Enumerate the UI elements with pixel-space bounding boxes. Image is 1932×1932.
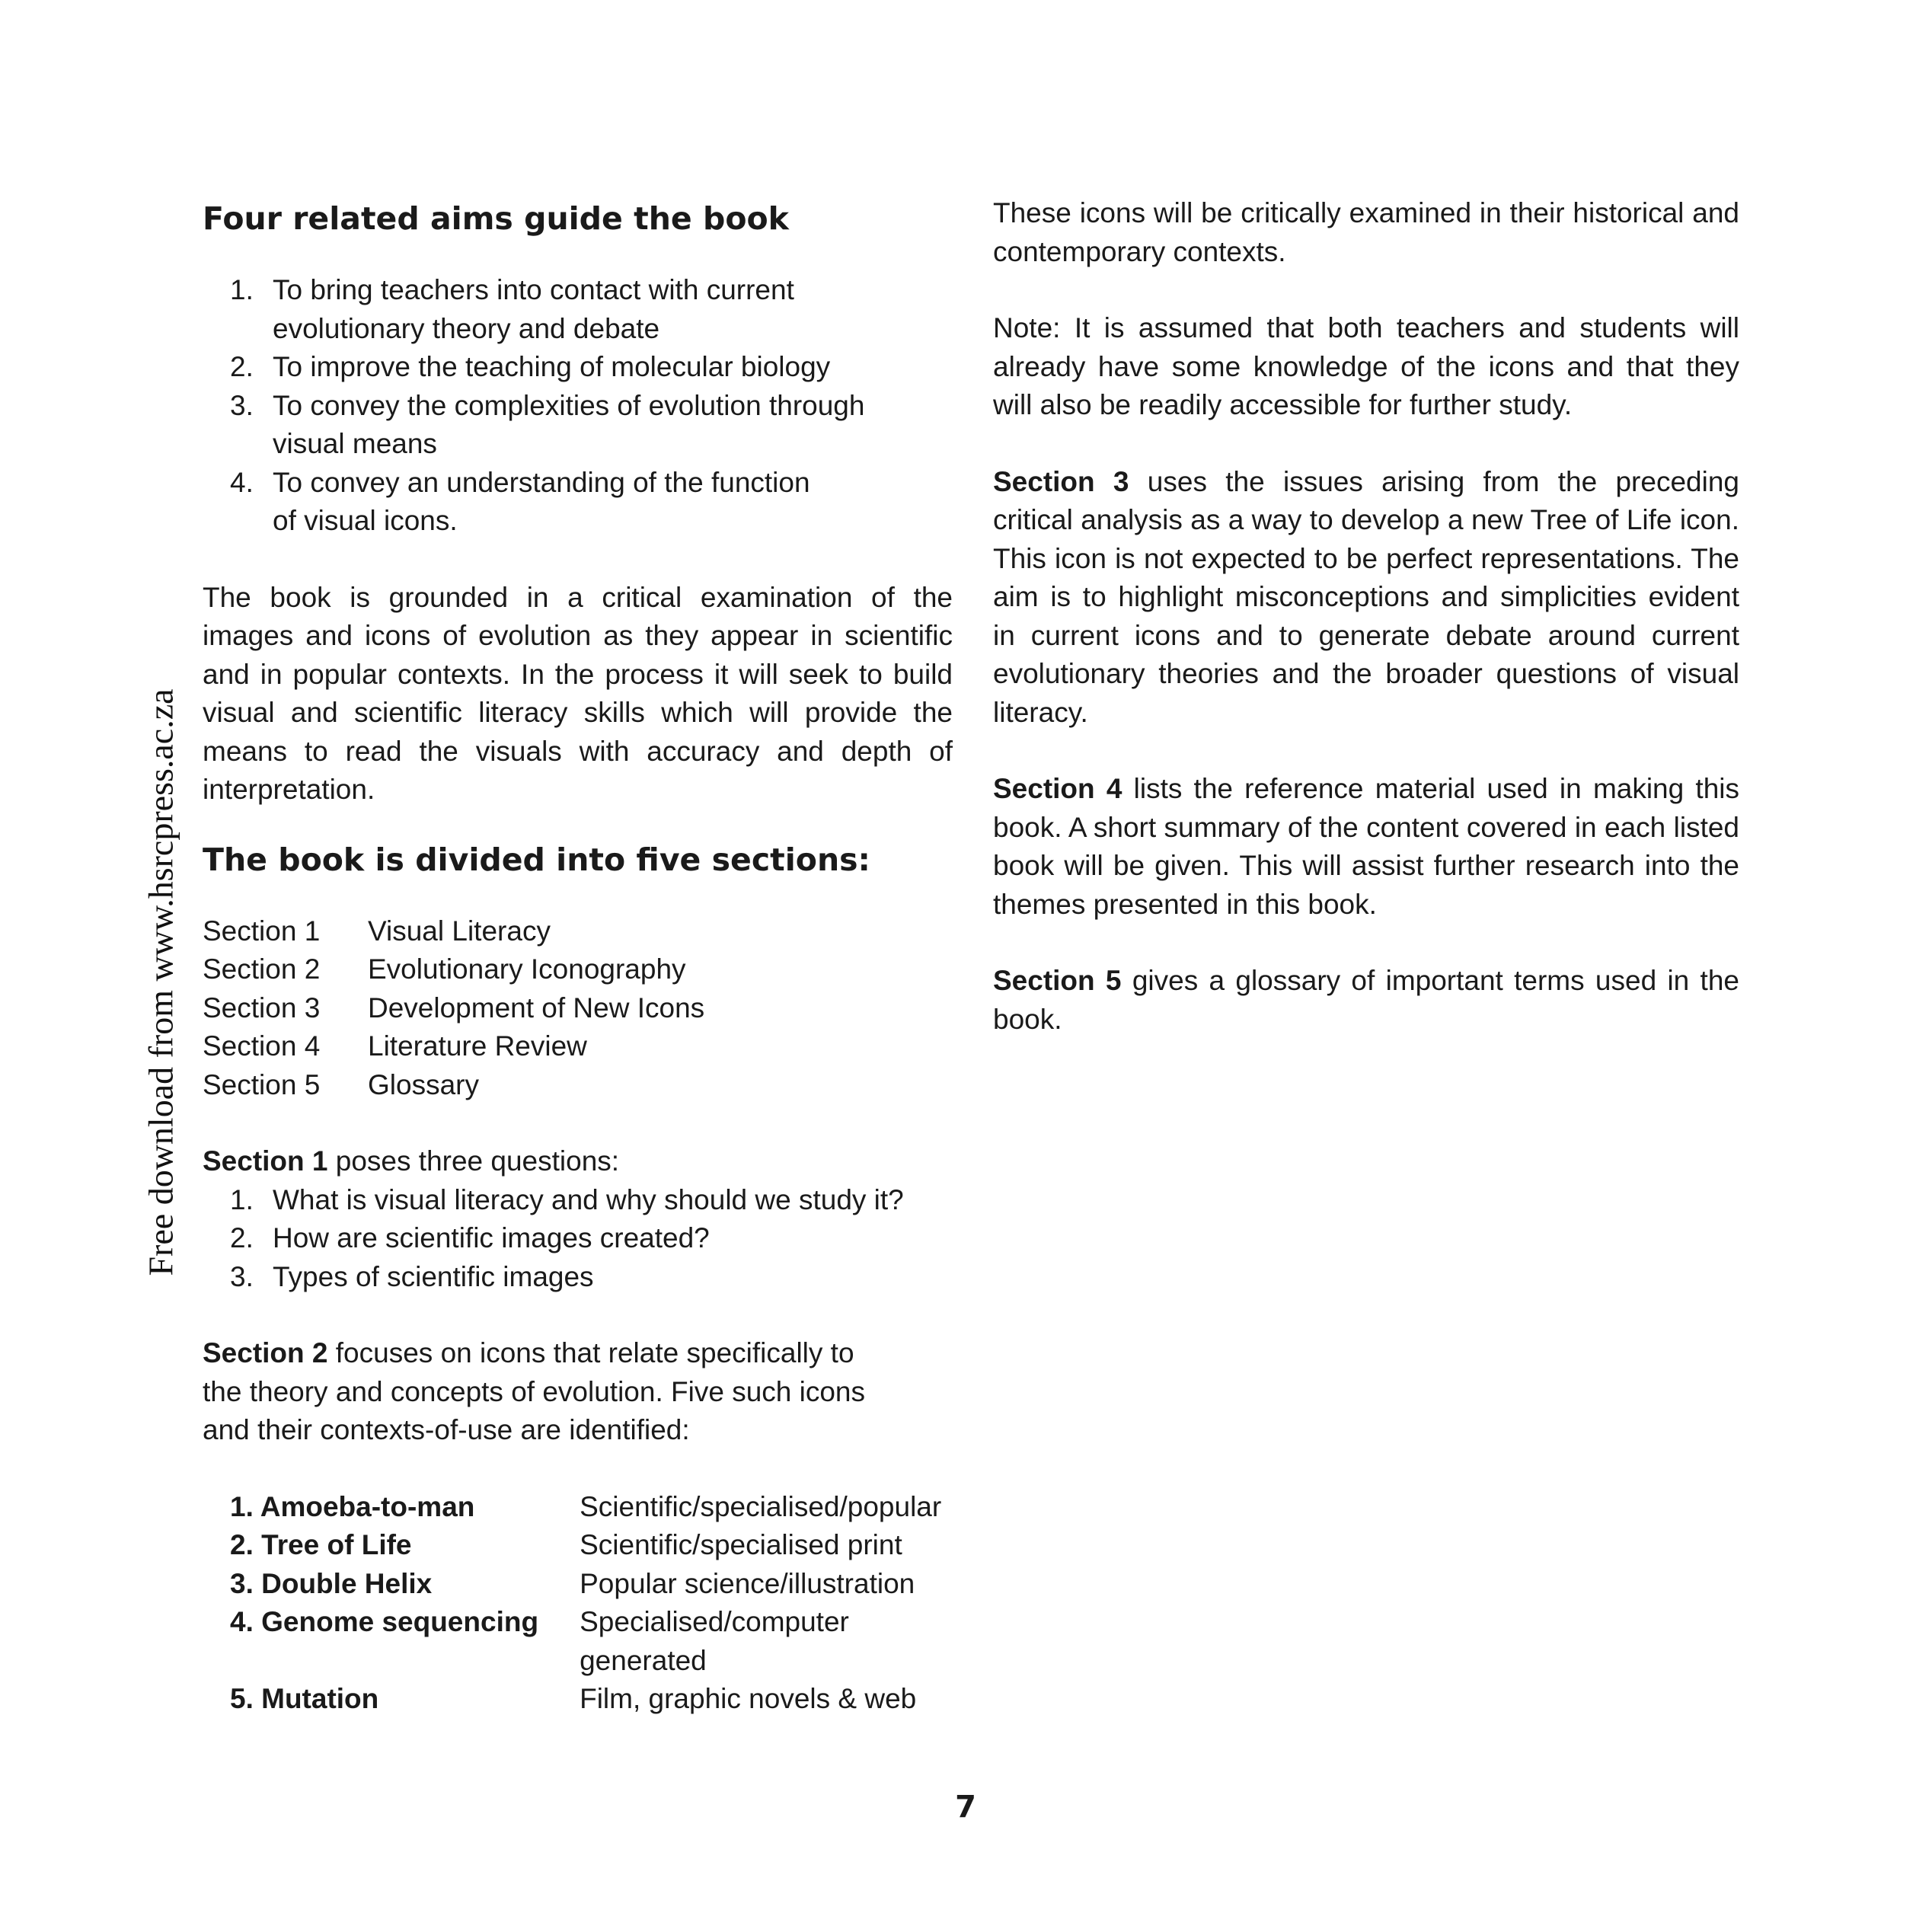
section3-text: uses the issues arising from the preceding critical analysis as a way to develop a new Tree of Life icon. This icon is not expected to be perfect representations. The aim is to highlight misconceptions and simplicities evident in current icons and to generate debate around current evolutionary theories and the broader questions of visual literacy.	[993, 465, 1739, 728]
section-title: Development of New Icons	[368, 992, 705, 1023]
icon-context: Specialised/computer generated	[580, 1606, 849, 1676]
table-row	[230, 1565, 953, 1604]
section2-paragraph	[203, 1334, 953, 1450]
section1-intro	[203, 1142, 953, 1181]
section-label: Section 5	[203, 1068, 321, 1100]
table-row	[230, 1680, 953, 1719]
question-text: What is visual literacy and why should we study it?	[273, 1183, 904, 1215]
page-number: 7	[955, 1790, 976, 1825]
icon-context: Scientific/specialised/popular	[580, 1490, 942, 1522]
icons-intro-paragraph: These icons will be critically examined in their historical and contemporary contexts.	[993, 197, 1739, 267]
section-label: Section 4	[203, 1030, 321, 1062]
aim-text-line: To improve the teaching of molecular biology	[273, 351, 831, 382]
left-column	[203, 194, 953, 1719]
icon-context: Popular science/illustration	[580, 1567, 915, 1599]
aim-text-line: To convey an understanding of the function	[273, 466, 810, 498]
list-number: 1.	[230, 274, 254, 305]
section5-lead: Section 5	[993, 965, 1122, 996]
icon-name: 1. Amoeba-to-man	[230, 1490, 475, 1522]
table-row	[230, 1526, 953, 1565]
icon-name: 4. Genome sequencing	[230, 1606, 539, 1637]
section-title: Evolutionary Iconography	[368, 953, 686, 985]
section4-text: lists the reference material used in making this book. A short summary of the content covered in each listed book will be given. This will assist further research into the themes presented in this book.	[993, 773, 1739, 920]
section2-line: and their contexts-of-use are identified:	[203, 1414, 690, 1445]
section3-paragraph	[993, 463, 1739, 733]
section2-line: focuses on icons that relate specifically to	[327, 1337, 854, 1368]
grounded-paragraph: The book is grounded in a critical examination of the images and icons of evolution as they appear in scientific and in popular contexts. In the process it will seek to build visual and scientific literacy skills which will provide the means to read the visuals with accuracy and depth of interpretation.	[203, 581, 953, 805]
section-title: Visual Literacy	[368, 915, 551, 947]
section4-lead: Section 4	[993, 773, 1122, 804]
icon-name: 3. Double Helix	[230, 1567, 433, 1599]
table-row	[203, 1066, 704, 1105]
aims-list	[203, 271, 953, 541]
list-number: 2.	[230, 1222, 254, 1253]
section-label: Section 1	[203, 915, 321, 947]
table-row	[230, 1488, 953, 1527]
download-watermark: Free download from www.hsrcpress.ac.za	[141, 688, 180, 1276]
section-title: Glossary	[368, 1068, 479, 1100]
icon-name: 5. Mutation	[230, 1683, 379, 1714]
question-text: How are scientific images created?	[273, 1222, 710, 1253]
aim-text-line: evolutionary theory and debate	[273, 312, 660, 344]
right-column	[993, 194, 1739, 1039]
list-item	[203, 348, 953, 387]
list-number: 1.	[230, 1183, 254, 1215]
list-number: 3.	[230, 389, 254, 421]
sections-table	[203, 912, 704, 1105]
section4-paragraph	[993, 770, 1739, 924]
icon-context: Scientific/specialised print	[580, 1529, 902, 1560]
icon-name: 2. Tree of Life	[230, 1529, 412, 1560]
icons-table	[230, 1488, 953, 1719]
section2-line: the theory and concepts of evolution. Five such icons	[203, 1375, 866, 1407]
section-label: Section 3	[203, 992, 321, 1023]
list-number: 4.	[230, 466, 254, 498]
aim-text-line: visual means	[273, 428, 437, 459]
sections-heading: The book is divided into five sections:	[203, 841, 870, 878]
table-row	[203, 950, 704, 989]
section1-text: poses three questions:	[327, 1145, 620, 1177]
list-number: 3.	[230, 1260, 254, 1292]
table-row	[230, 1603, 953, 1680]
section1-questions	[203, 1181, 953, 1297]
list-number: 2.	[230, 351, 254, 382]
section5-text: gives a glossary of important terms used in the book.	[993, 965, 1739, 1035]
list-item	[203, 1181, 953, 1220]
list-item	[203, 1258, 953, 1297]
section3-lead: Section 3	[993, 465, 1129, 497]
aim-text-line: To bring teachers into contact with current	[273, 274, 794, 305]
question-text: Types of scientific images	[273, 1260, 594, 1292]
table-row	[203, 1027, 704, 1066]
section-label: Section 2	[203, 953, 321, 985]
note-paragraph: Note: It is assumed that both teachers and students will already have some knowledge of the icons and that they will also be readily accessible for further study.	[993, 312, 1739, 420]
section5-paragraph	[993, 962, 1739, 1039]
section1-lead: Section 1	[203, 1145, 328, 1177]
section-title: Literature Review	[368, 1030, 587, 1062]
section2-lead: Section 2	[203, 1337, 328, 1368]
icon-context: Film, graphic novels & web	[580, 1683, 917, 1714]
list-item	[203, 1219, 953, 1258]
list-item	[203, 271, 953, 348]
table-row	[203, 989, 704, 1028]
aims-heading: Four related aims guide the book	[203, 200, 789, 237]
aim-text-line: of visual icons.	[273, 505, 458, 536]
table-row	[203, 912, 704, 951]
list-item	[203, 387, 953, 464]
aim-text-line: To convey the complexities of evolution through	[273, 389, 865, 421]
list-item	[203, 464, 953, 541]
